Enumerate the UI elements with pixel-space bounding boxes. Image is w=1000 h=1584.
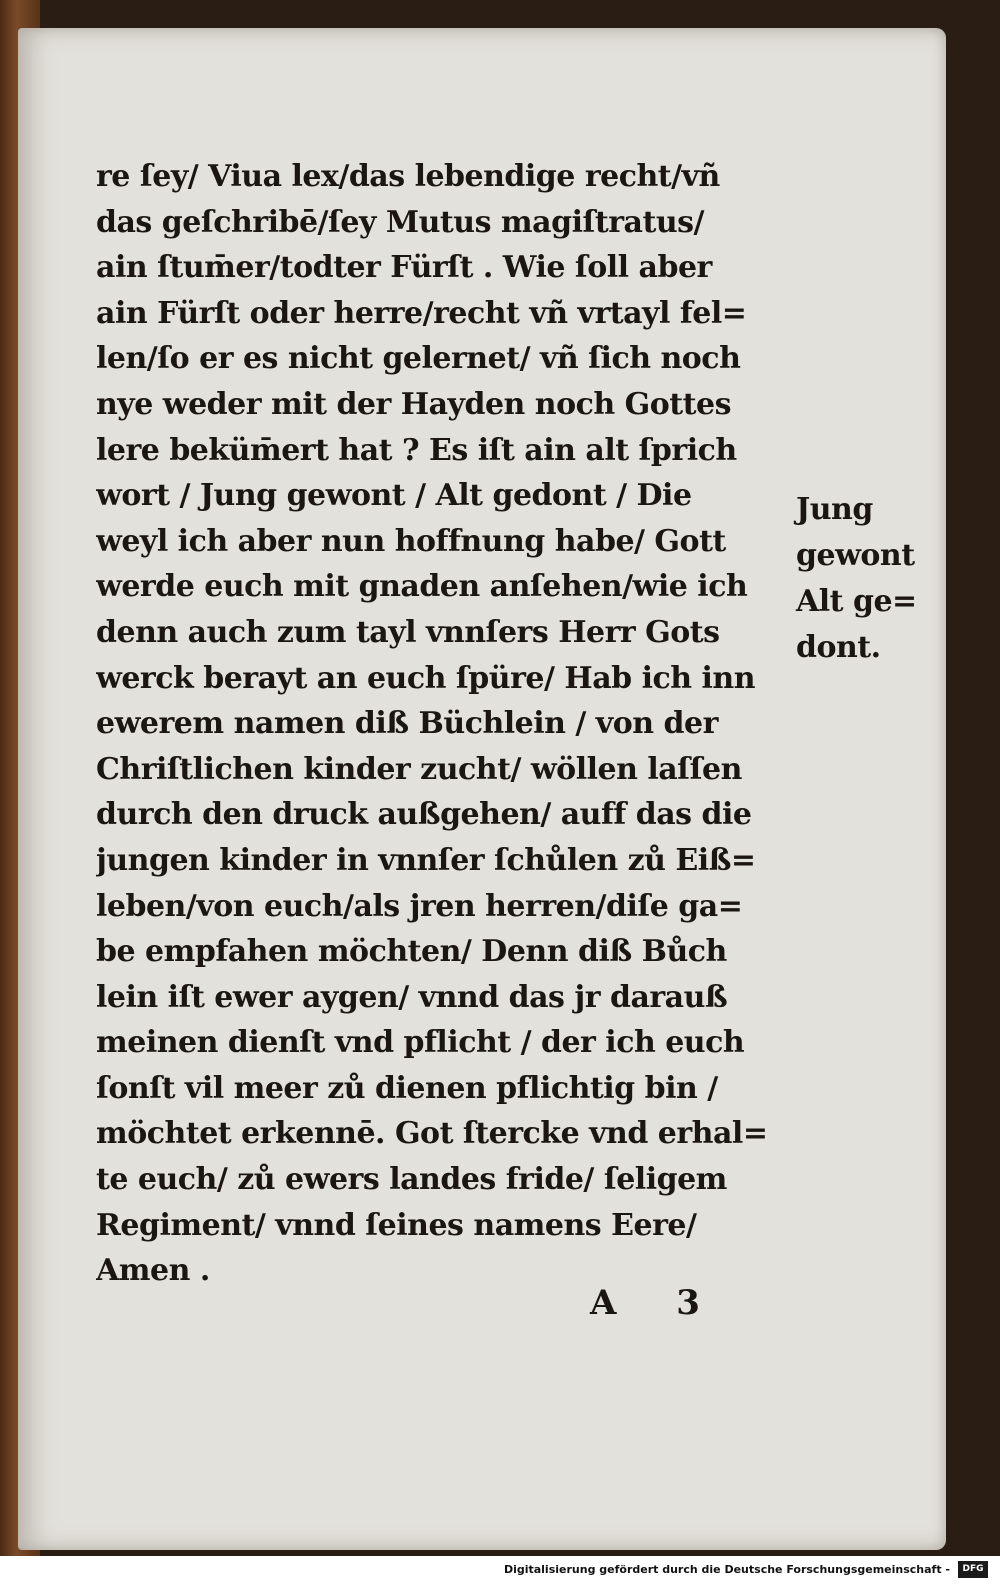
funding-credit: Digitalisierung gefördert durch die Deutsche Forschungsgemeinschaft - <box>503 1563 950 1576</box>
text-line: lere beküm̄ert hat ? Es iſt ain alt ſprich <box>96 432 737 468</box>
text-line: len/ſo er es nicht gelernet/ vñ ſich noch <box>96 341 741 377</box>
text-line: leben/von euch/als jren herren/diſe ga= <box>96 888 743 924</box>
text-line: ewerem namen diß Büchlein / von der <box>96 706 718 742</box>
text-line: lein iſt ewer aygen/ vnnd das jr darauß <box>96 979 728 1015</box>
text-line: be empfahen möchten/ Denn diß Bůch <box>96 934 727 970</box>
text-line: werck berayt an euch ſpüre/ Hab ich inn <box>96 660 756 696</box>
marginal-note-line: gewont <box>796 538 915 573</box>
text-line: durch den druck außgehen/ auff das die <box>96 797 752 833</box>
text-line: meinen dienſt vnd pflicht / der ich euch <box>96 1025 745 1061</box>
marginal-note-line: Alt ge= <box>796 584 917 619</box>
credit-footer <box>0 1556 1000 1584</box>
text-line: jungen kinder in vnnſer ſchůlen zů Eiß= <box>96 842 756 878</box>
text-line: re ſey/ Viua lex/das lebendige recht/vñ <box>96 159 720 194</box>
main-text-block <box>96 154 796 1294</box>
marginal-note-line: dont. <box>796 630 881 665</box>
signature-mark: A 3 <box>590 1283 724 1323</box>
text-line: weyl ich aber nun hoffnung habe/ Gott <box>96 523 726 559</box>
marginal-note-line: Jung <box>796 492 873 527</box>
text-line: das geſchribē/ſey Mutus magiſtratus/ <box>96 204 704 240</box>
text-line: Amen . <box>96 1253 210 1289</box>
text-line: Chriſtlichen kinder zucht/ wöllen laſſen <box>96 751 742 787</box>
dfg-logo-icon: DFG <box>958 1561 988 1578</box>
text-line: ain Fürſt oder herre/recht vñ vrtayl fel= <box>96 295 747 331</box>
text-line: möchtet erkennē. Got ſtercke vnd erhal= <box>96 1116 768 1152</box>
text-line: denn auch zum tayl vnnſers Herr Gots <box>96 614 720 650</box>
text-line: Regiment/ vnnd ſeines namens Eere/ <box>96 1207 697 1243</box>
marginal-note <box>796 487 936 671</box>
text-line: te euch/ zů ewers landes fride/ ſeligem <box>96 1162 727 1198</box>
text-line: werde euch mit gnaden anſehen/wie ich <box>96 569 748 605</box>
text-line: ain ſtum̄er/todter Fürſt . Wie ſoll aber <box>96 250 712 286</box>
text-line: nye weder mit der Hayden noch Gottes <box>96 386 731 422</box>
text-line: wort / Jung gewont / Alt gedont / Die <box>96 478 692 514</box>
text-line: ſonſt vil meer zů dienen pflichtig bin / <box>96 1070 718 1106</box>
